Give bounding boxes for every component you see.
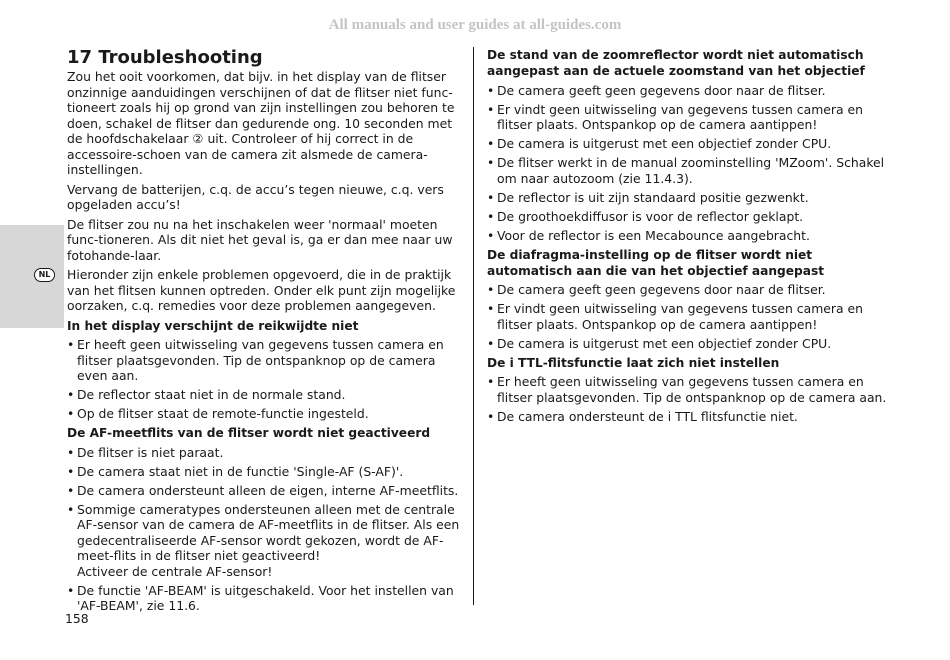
right-column bbox=[487, 47, 887, 428]
list-item: • Er heeft geen uitwisseling van gegevens tussen camera en flitser plaatsgevonden. Tip de ontspanknop op de camera aan. bbox=[487, 374, 887, 405]
section-heading: De AF-meetflits van de flitser wordt niet geactiveerd bbox=[67, 426, 431, 440]
list-item: • De camera ondersteunt alleen de eigen, interne AF-meetflits. bbox=[67, 483, 465, 499]
list-item: • De reflector is uit zijn standaard positie gezwenkt. bbox=[487, 190, 887, 206]
section-heading: De diafragma-instelling op de flitser wordt niet automatisch aan die van het objectief aangepast bbox=[487, 247, 825, 278]
bullet-list bbox=[487, 282, 887, 351]
list-item: • De camera staat niet in de functie 'Single-AF (S-AF)'. bbox=[67, 464, 465, 480]
intro-paragraph: Hieronder zijn enkele problemen opgevoerd, die in de praktijk van het flitsen kunnen optreden. Onder elk punt zijn mogelijke oorzaken, c.q. remedies voor deze problemen aangegeven. bbox=[67, 267, 456, 313]
list-item: • De groothoekdiffusor is voor de reflector geklapt. bbox=[487, 209, 887, 225]
intro-paragraph: Vervang de batterijen, c.q. de accu’s tegen nieuwe, c.q. vers opgeladen accu’s! bbox=[67, 181, 444, 212]
list-item: • Er vindt geen uitwisseling van gegevens tussen camera en flitser plaats. Ontspankop op de camera aantippen! bbox=[487, 102, 887, 133]
list-item: • Er heeft geen uitwisseling van gegevens tussen camera en flitser plaatsgevonden. Tip de ontspanknop op de camera even aan. bbox=[67, 337, 465, 384]
list-item: • De camera is uitgerust met een objectief zonder CPU. bbox=[487, 336, 887, 352]
list-item: • De flitser is niet paraat. bbox=[67, 445, 465, 461]
page-number: 158 bbox=[65, 611, 89, 626]
section-heading: De i TTL-flitsfunctie laat zich niet instellen bbox=[487, 355, 780, 370]
list-item: • De camera ondersteunt de i TTL flitsfunctie niet. bbox=[487, 409, 887, 425]
list-item: • Voor de reflector is een Mecabounce aangebracht. bbox=[487, 228, 887, 244]
list-item: • De reflector staat niet in de normale stand. bbox=[67, 387, 465, 403]
section-heading: De stand van de zoomreflector wordt niet automatisch aangepast aan de actuele zoomstand van het objectief bbox=[487, 48, 865, 78]
intro-paragraph: Zou het ooit voorkomen, dat bijv. in het display van de flitser onzinnige aanduidingen verschijnen of dat de flitser niet func-tioneert zoals hij op grond van zijn instellingen zou behoren te doen, schakel de flitser dan gedurende ong. 10 seconden met de hoofdschakelaar ② uit. Controleer of hij correct in de accessoire-schoen van de camera zit alsmede de camera-instellingen. bbox=[67, 69, 455, 177]
list-item: • Er vindt geen uitwisseling van gegevens tussen camera en flitser plaats. Ontspankop op de camera aantippen! bbox=[487, 301, 887, 332]
page-title: 17 Troubleshooting bbox=[67, 47, 263, 68]
list-item: • Op de flitser staat de remote-functie ingesteld. bbox=[67, 406, 465, 422]
list-item: • De camera geeft geen gegevens door naar de flitser. bbox=[487, 83, 887, 99]
column-divider bbox=[473, 47, 474, 605]
bullet-list bbox=[67, 337, 465, 422]
bullet-list bbox=[67, 445, 465, 614]
watermark: All manuals and user guides at all-guides.com bbox=[328, 17, 622, 33]
left-column bbox=[67, 47, 465, 617]
list-item: • Sommige cameratypes ondersteunen alleen met de centrale AF-sensor van de camera de AF-meetflits in de flitser. Als een gedecentraliseerde AF-sensor wordt gekozen, wordt de AF-meet-flits in de flitser niet geactiveerd! Activeer de centrale AF-sensor! bbox=[67, 502, 465, 580]
bullet-list bbox=[487, 374, 887, 424]
list-item: • De flitser werkt in de manual zoominstelling 'MZoom'. Schakel om naar autozoom (zie 11.4.3). bbox=[487, 155, 887, 186]
language-badge: NL bbox=[34, 268, 55, 282]
intro-paragraph: De flitser zou nu na het inschakelen weer 'normaal' moeten func-tioneren. Als dit niet het geval is, ga er dan mee naar uw fotohande-laar. bbox=[67, 216, 453, 263]
section-heading: In het display verschijnt de reikwijdte niet bbox=[67, 318, 359, 333]
list-item: • De functie 'AF-BEAM' is uitgeschakeld. Voor het instellen van 'AF-BEAM', zie 11.6. bbox=[67, 583, 465, 614]
list-item: • De camera is uitgerust met een objectief zonder CPU. bbox=[487, 136, 887, 152]
list-item: • De camera geeft geen gegevens door naar de flitser. bbox=[487, 282, 887, 298]
bullet-list bbox=[487, 83, 887, 244]
